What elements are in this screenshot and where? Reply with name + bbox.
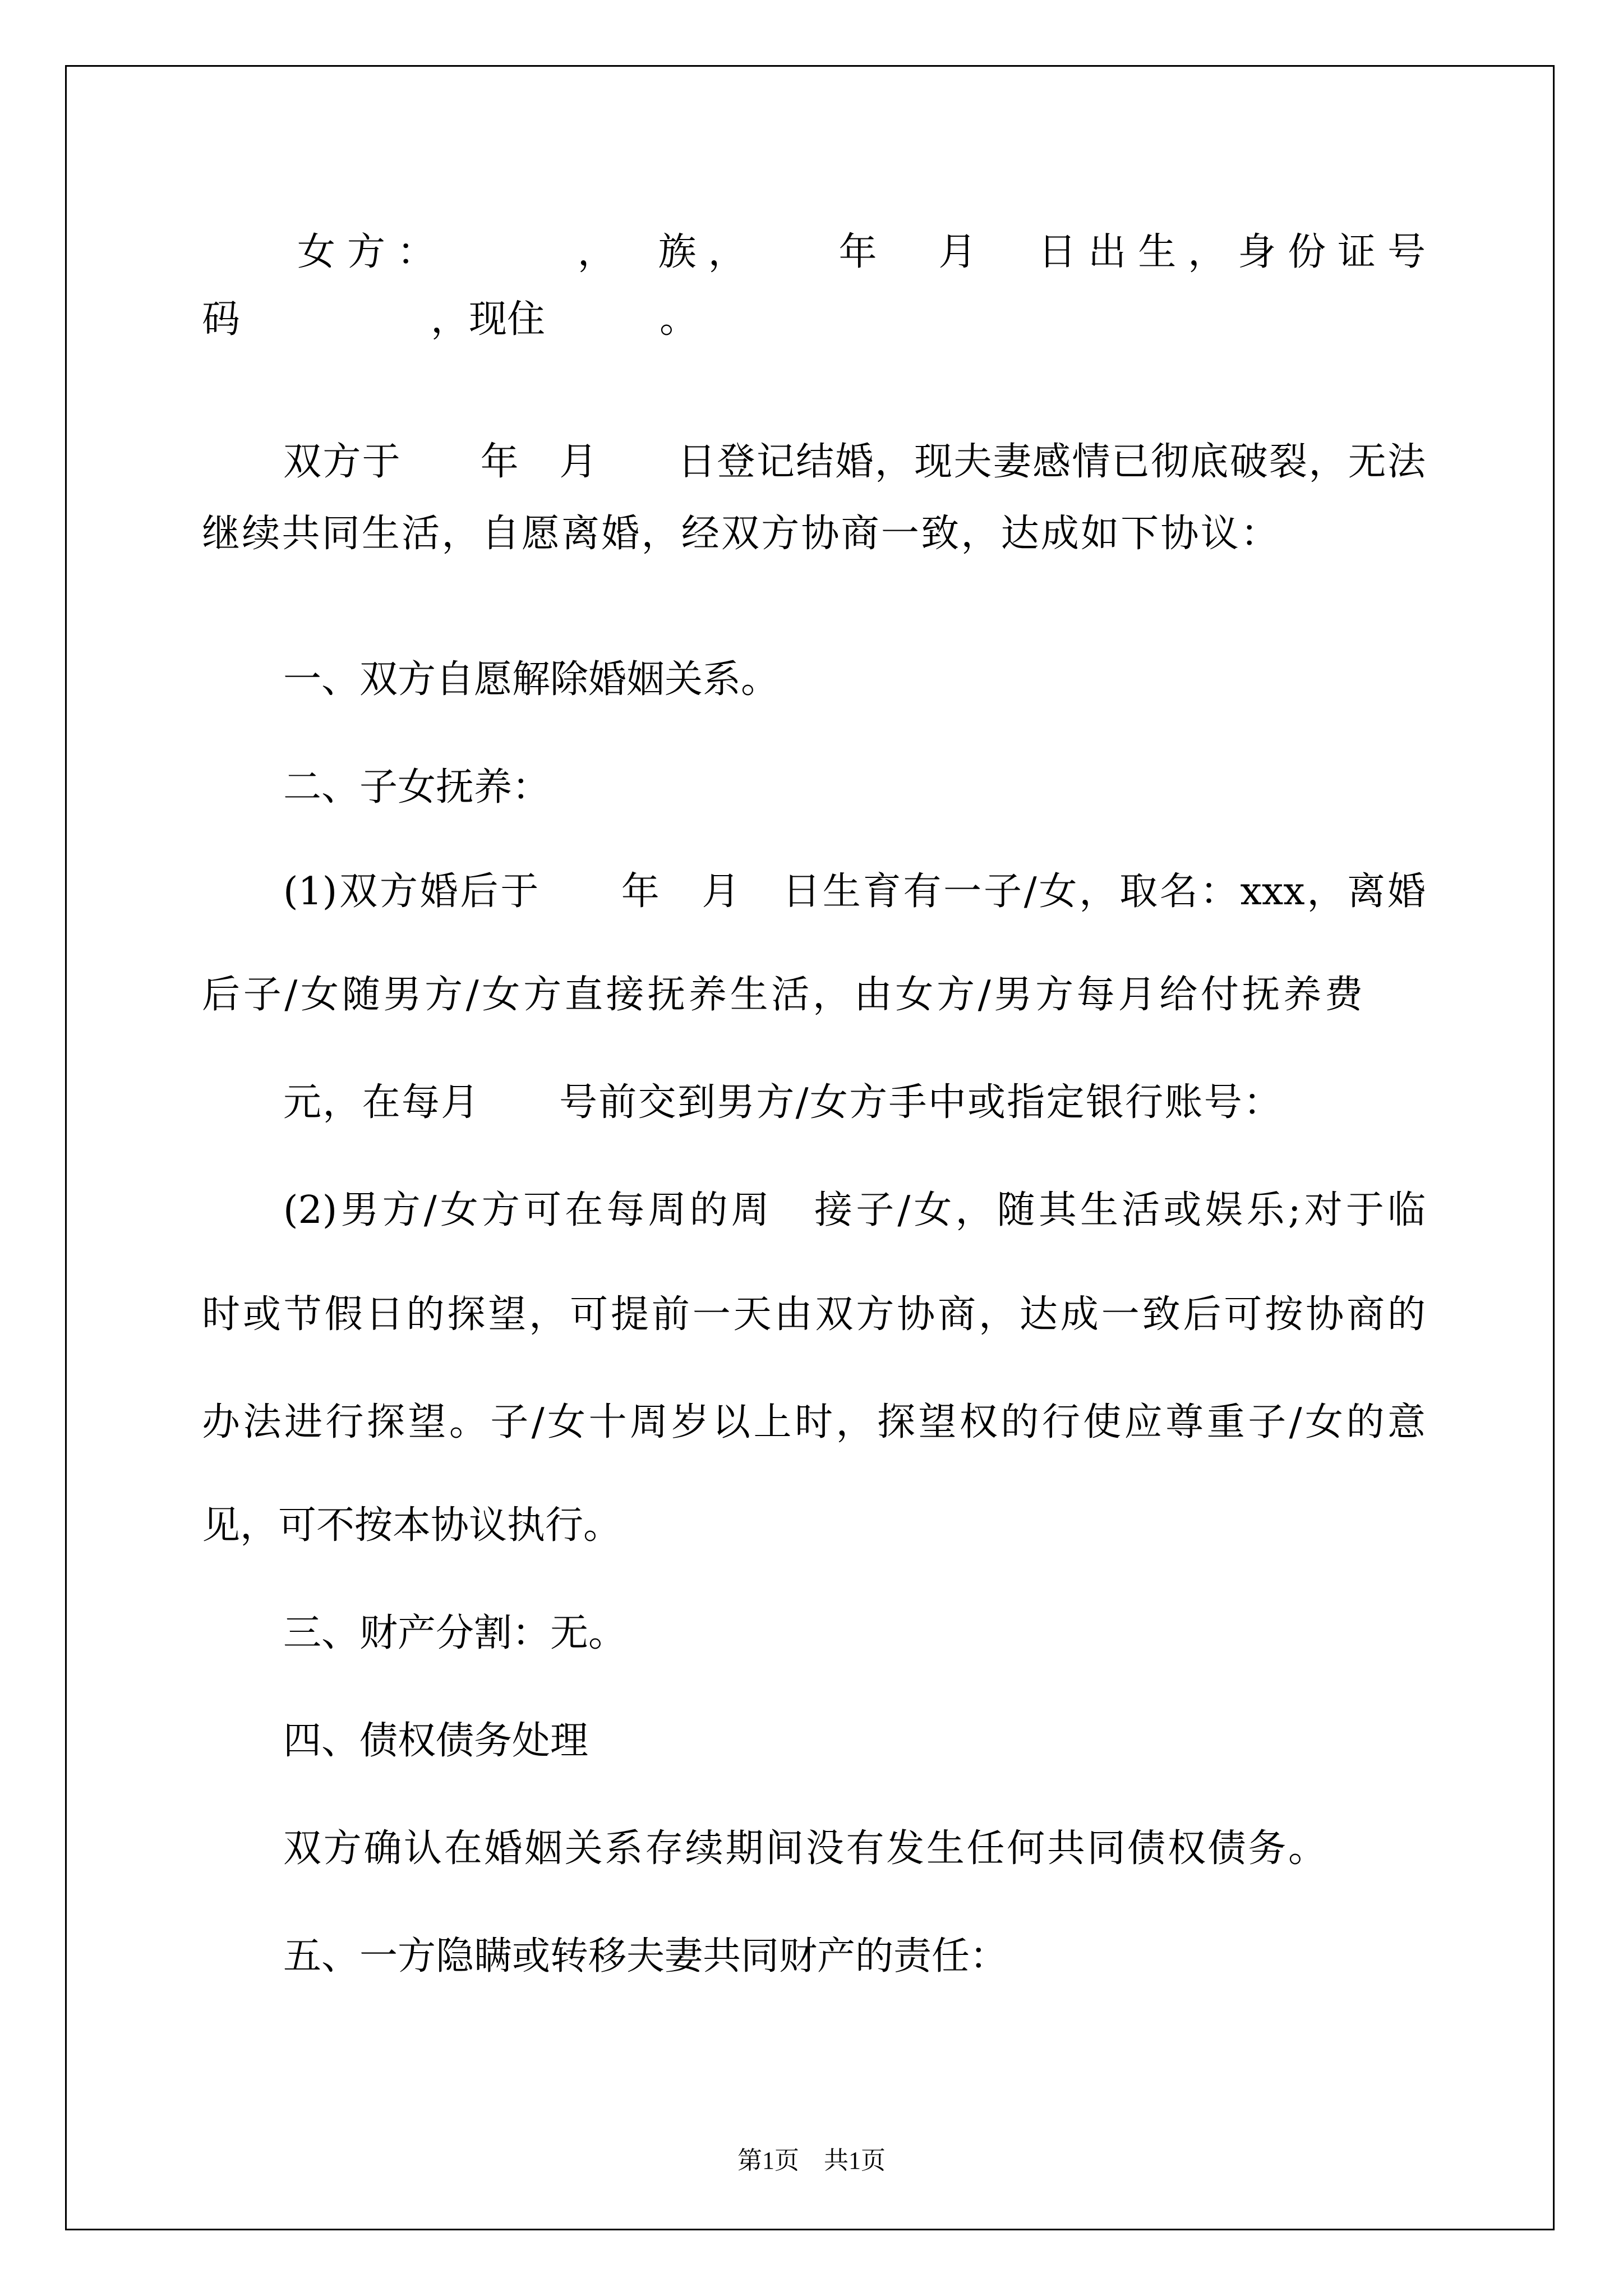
text-line: 双方确认在婚姻关系存续期间没有发生任何共同债权债务。 [283, 1826, 1326, 1871]
text-line: 办法进行探望。子/女十周岁以上时，探望权的行使应尊重子/女的意 [202, 1400, 1426, 1444]
text-line: 四、债权债务处理 [283, 1719, 589, 1763]
text-line: (2)男方/女方可在每周的周 接子/女，随其生活或娱乐;对于临 [283, 1188, 1426, 1232]
text-line: 三、财产分割：无。 [283, 1611, 627, 1655]
text-line: 一、双方自愿解除婚姻关系。 [283, 657, 780, 702]
text-line: 五、一方隐瞒或转移夫妻共同财产的责任： [283, 1934, 1008, 1978]
text-line: 见，可不按本协议执行。 [202, 1503, 622, 1548]
text-line: 二、子女抚养： [283, 765, 551, 809]
text-line: 后子/女随男方/女方直接抚养生活，由女方/男方每月给付抚养费 [202, 973, 1363, 1017]
text-line: 双方于 年 月 日登记结婚，现夫妻感情已彻底破裂，无法 [283, 440, 1426, 484]
text-line: 码 ，现住 。 [202, 297, 698, 342]
text-line: 时或节假日的探望，可提前一天由双方协商，达成一致后可按协商的 [202, 1292, 1426, 1337]
text-line: 元，在每月 号前交到男方/女方手中或指定银行账号： [283, 1080, 1281, 1125]
text-line: (1)双方婚后于 年 月 日生育有一子/女，取名：xxx，离婚 [283, 869, 1426, 914]
text-line: 女方： ， 族， 年 月 日出生，身份证号 [297, 230, 1426, 274]
page-footer: 第1页 共1页 [737, 2147, 886, 2174]
page-border [65, 65, 1555, 2230]
text-line: 继续共同生活，自愿离婚，经双方协商一致，达成如下协议： [202, 512, 1279, 556]
